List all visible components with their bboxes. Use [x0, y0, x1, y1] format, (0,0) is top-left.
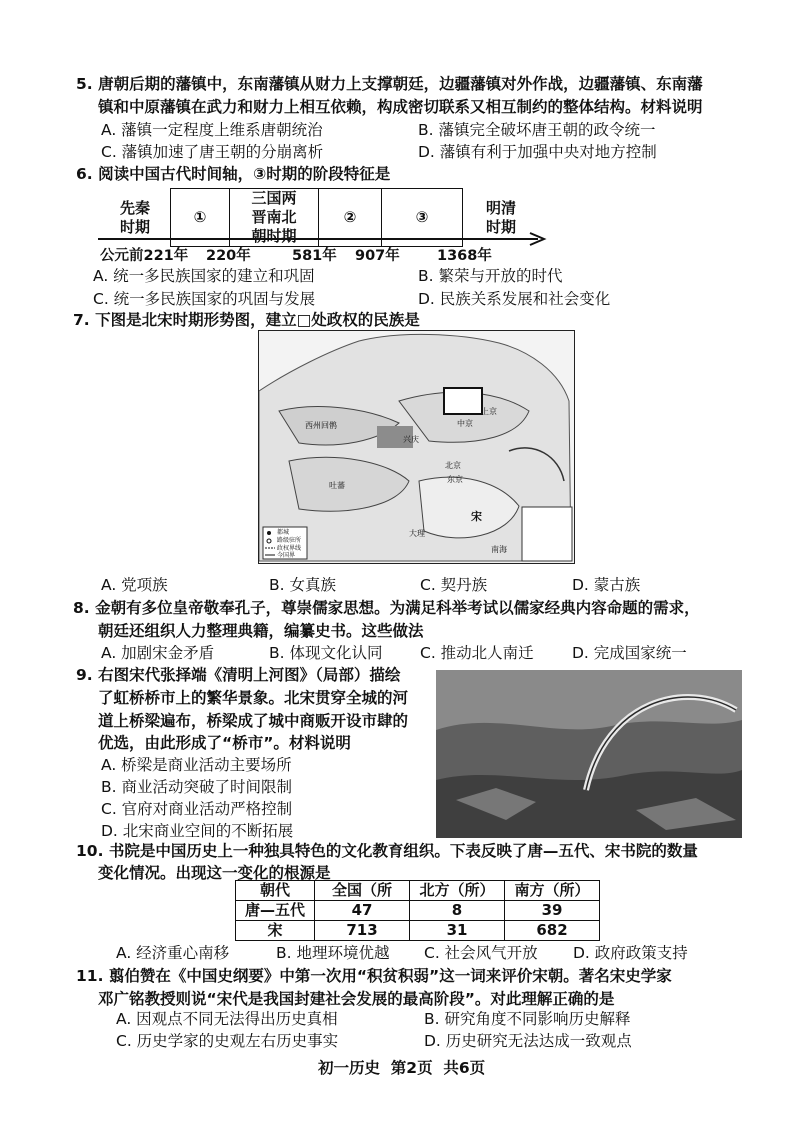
q9-option-c: C. 官府对商业活动严格控制 — [101, 800, 293, 818]
q6-option-c: C. 统一多民族国家的巩固与发展 — [93, 290, 316, 308]
q9-stem-line3: 道上桥梁遍布，桥梁成了城中商贩开设市肆的 — [98, 712, 409, 730]
table-row — [236, 921, 600, 941]
map-label-song: 宋 — [471, 510, 482, 523]
q7-stem: 7. 下图是北宋时期形势图，建立□处政权的民族是 — [73, 311, 420, 329]
q6-stem: 6. 阅读中国古代时间轴，③时期的阶段特征是 — [76, 165, 391, 183]
q11-stem-line2: 邓广铭教授则说“宋代是我国封建社会发展的最高阶段”。对此理解正确的是 — [98, 990, 615, 1008]
timeline-year-4: 907年 — [355, 248, 400, 264]
q10-option-a: A. 经济重心南移 — [116, 944, 230, 962]
q9-option-d: D. 北宋商业空间的不断拓展 — [101, 822, 294, 840]
q7-option-c: C. 契丹族 — [420, 576, 488, 594]
table-header-dynasty: 朝代 — [236, 881, 315, 901]
timeline-cell-pre-qin: 先秦 时期 — [100, 189, 171, 247]
northern-song-map — [258, 330, 575, 564]
map-label-dali: 大理 — [409, 529, 425, 538]
table-cell: 682 — [505, 921, 600, 941]
table-header-national: 全国（所 — [315, 881, 410, 901]
map-label-beijing: 北京 — [445, 461, 461, 470]
q7-option-a: A. 党项族 — [101, 576, 168, 594]
q11-option-b: B. 研究角度不同影响历史解释 — [424, 1010, 631, 1028]
q10-option-c: C. 社会风气开放 — [424, 944, 538, 962]
map-label-zhongjing: 中京 — [457, 419, 473, 428]
q7-option-b: B. 女真族 — [269, 576, 336, 594]
q11-option-c: C. 历史学家的史观左右历史事实 — [116, 1032, 339, 1050]
map-label-xizhou-huigu: 西州回鹘 — [305, 421, 337, 430]
painting-drawing — [436, 670, 742, 838]
map-label-nanhai: 南海 — [491, 545, 507, 554]
q10-stem-line1: 10. 书院是中国历史上一种独具特色的文化教育组织。下表反映了唐—五代、宋书院的数量 — [76, 842, 698, 860]
q9-option-b: B. 商业活动突破了时间限制 — [101, 778, 292, 796]
q11-stem-line1: 11. 翦伯赞在《中国史纲要》中第一次用“积贫积弱”这一词来评价宋朝。著名宋史学家 — [76, 967, 672, 985]
page-footer: 初一历史 第2页 共6页 — [318, 1059, 486, 1077]
map-blank-box — [443, 387, 483, 415]
qingming-painting-image — [436, 670, 742, 838]
q9-stem-line4: 优选，由此形成了“桥市”。材料说明 — [98, 734, 351, 752]
timeline-cell-three-kingdoms: 三国两 晋南北 朝时期 — [230, 189, 319, 247]
q6-option-d: D. 民族关系发展和社会变化 — [418, 290, 611, 308]
map-label-dongjing: 东京 — [447, 475, 463, 484]
timeline-year-5: 1368年 — [437, 248, 492, 264]
q8-stem-line2: 朝廷还组织人力整理典籍，编纂史书。这些做法 — [98, 622, 424, 640]
timeline-year-2: 220年 — [206, 248, 251, 264]
q7-option-d: D. 蒙古族 — [572, 576, 641, 594]
q6-option-b: B. 繁荣与开放的时代 — [418, 267, 563, 285]
q9-stem-line1: 9. 右图宋代张择端《清明上河图》（局部）描绘 — [76, 666, 401, 684]
q5-option-a: A. 藩镇一定程度上维系唐朝统治 — [101, 121, 323, 139]
q6-option-a: A. 统一多民族国家的建立和巩固 — [93, 267, 315, 285]
map-legend-regime-border: 政权界线 — [277, 545, 302, 552]
q10-option-d: D. 政府政策支持 — [573, 944, 688, 962]
map-label-shangjing: 上京 — [481, 407, 497, 416]
q11-option-a: A. 因观点不同无法得出历史真相 — [116, 1010, 338, 1028]
q8-option-a: A. 加剧宋金矛盾 — [101, 644, 215, 662]
q5-stem-line2: 镇和中原藩镇在武力和财力上相互依赖，构成密切联系又相互制约的整体结构。材料说明 — [98, 98, 703, 116]
timeline-cell-1: ① — [171, 189, 230, 247]
q10-option-b: B. 地理环境优越 — [276, 944, 390, 962]
timeline-cell-ming-qing: 明清 时期 — [463, 189, 540, 247]
q8-option-b: B. 体现文化认同 — [269, 644, 383, 662]
q10-stem-line2: 变化情况。出现这一变化的根源是 — [98, 864, 331, 882]
table-header-south: 南方（所） — [505, 881, 600, 901]
q5-stem-line1: 5. 唐朝后期的藩镇中，东南藩镇从财力上支撑朝廷，边疆藩镇对外作战，边疆藩镇、东南藩 — [76, 75, 703, 93]
table-cell: 47 — [315, 901, 410, 921]
timeline-year-3: 581年 — [292, 248, 337, 264]
map-legend-modern-border: 今国界 — [277, 552, 296, 559]
q5-option-c: C. 藩镇加速了唐王朝的分崩离析 — [101, 143, 324, 161]
q8-stem-line1: 8. 金朝有多位皇帝敬奉孔子，尊崇儒家思想。为满足科举考试以儒家经典内容命题的需求， — [73, 599, 700, 617]
academy-count-table — [235, 880, 600, 941]
timeline-cell-2: ② — [319, 189, 382, 247]
table-cell: 宋 — [236, 921, 315, 941]
q8-option-c: C. 推动北人南迁 — [420, 644, 534, 662]
table-header-north: 北方（所） — [410, 881, 505, 901]
q5-option-b: B. 藩镇完全破坏唐王朝的政令统一 — [418, 121, 656, 139]
map-legend-route-seat: 路级驻所 — [277, 537, 302, 544]
map-label-xingqing: 兴庆 — [403, 435, 419, 444]
timeline-cell-3: ③ — [382, 189, 463, 247]
map-legend-capital: 都城 — [277, 529, 290, 536]
q9-option-a: A. 桥梁是商业活动主要场所 — [101, 756, 292, 774]
timeline-year-1: 公元前221年 — [100, 248, 189, 264]
q11-option-d: D. 历史研究无法达成一致观点 — [424, 1032, 632, 1050]
q8-option-d: D. 完成国家统一 — [572, 644, 687, 662]
table-row — [236, 901, 600, 921]
table-cell: 8 — [410, 901, 505, 921]
table-cell: 31 — [410, 921, 505, 941]
q5-option-d: D. 藩镇有利于加强中央对地方控制 — [418, 143, 657, 161]
table-cell: 唐—五代 — [236, 901, 315, 921]
map-label-tubo: 吐蕃 — [329, 481, 345, 490]
table-cell: 713 — [315, 921, 410, 941]
timeline-axis-arrow — [98, 232, 550, 246]
q9-stem-line2: 了虹桥桥市上的繁华景象。北宋贯穿全城的河 — [98, 689, 409, 707]
table-cell: 39 — [505, 901, 600, 921]
